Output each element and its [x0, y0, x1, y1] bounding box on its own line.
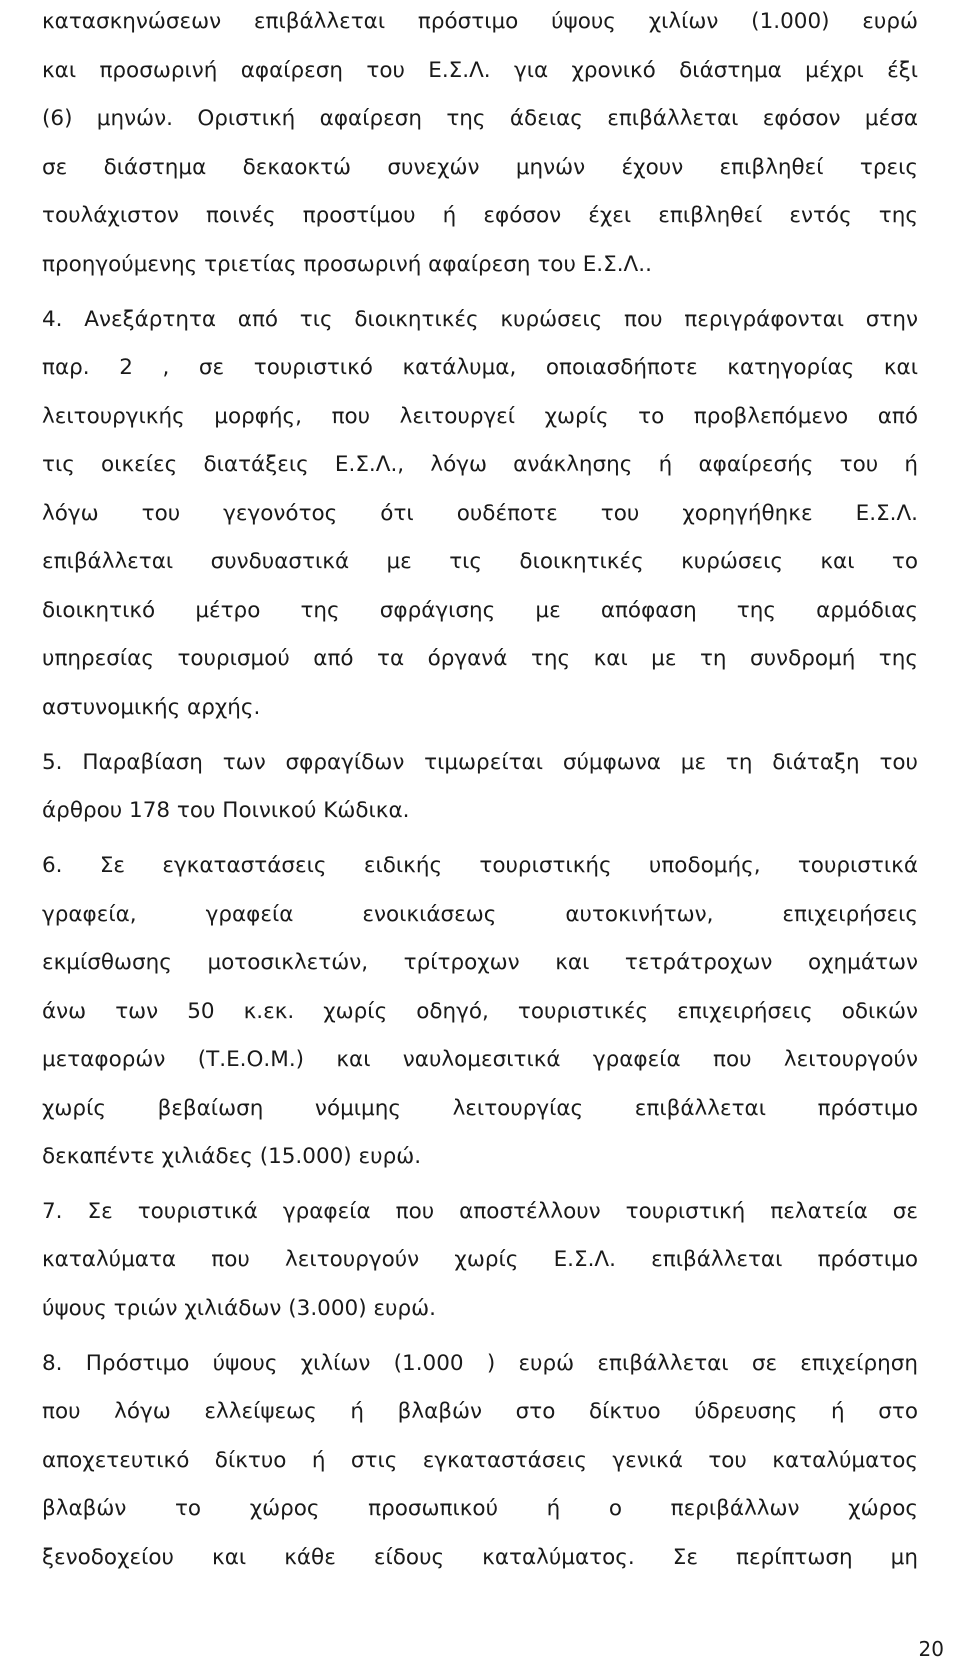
text-line: αποχετευτικό δίκτυο ή στις εγκαταστάσεις γενικά του καταλύματος [42, 1448, 918, 1473]
text-line: επιβάλλεται συνδυαστικά με τις διοικητικές κυρώσεις και το [42, 549, 918, 574]
paragraph-5-line: 5. Παραβίαση των σφραγίδων τιμωρείται σύμφωνα με τη διάταξη του [42, 750, 918, 775]
text-line: καταλύματα που λειτουργούν χωρίς Ε.Σ.Λ. επιβάλλεται πρόστιμο [42, 1247, 918, 1272]
text-line: τις οικείες διατάξεις Ε.Σ.Λ., λόγω ανάκλησης ή αφαίρεσής του ή [42, 452, 918, 477]
paragraph-4-line: 4. Ανεξάρτητα από τις διοικητικές κυρώσεις που περιγράφονται στην [42, 307, 918, 332]
text-line: σε διάστημα δεκαοκτώ συνεχών μηνών έχουν επιβληθεί τρεις [42, 155, 918, 180]
text-line: αστυνομικής αρχής. [42, 695, 261, 720]
paragraph-6-line: 6. Σε εγκαταστάσεις ειδικής τουριστικής υποδομής, τουριστικά [42, 853, 918, 878]
text-line: που λόγω ελλείψεως ή βλαβών στο δίκτυο ύδρευσης ή στο [42, 1399, 918, 1424]
text-line: προηγούμενης τριετίας προσωρινή αφαίρεση του Ε.Σ.Λ.. [42, 252, 652, 277]
text-line: χωρίς βεβαίωση νόμιμης λειτουργίας επιβάλλεται πρόστιμο [42, 1096, 918, 1121]
paragraph-7-line: 7. Σε τουριστικά γραφεία που αποστέλλουν τουριστική πελατεία σε [42, 1199, 918, 1224]
text-line: υπηρεσίας τουρισμού από τα όργανά της και με τη συνδρομή της [42, 646, 918, 671]
text-line: άνω των 50 κ.εκ. χωρίς οδηγό, τουριστικές επιχειρήσεις οδικών [42, 999, 918, 1024]
text-line: γραφεία, γραφεία ενοικιάσεως αυτοκινήτων, επιχειρήσεις [42, 902, 918, 927]
text-line: (6) μηνών. Οριστική αφαίρεση της άδειας επιβάλλεται εφόσον μέσα [42, 106, 918, 131]
text-line: κατασκηνώσεων επιβάλλεται πρόστιμο ύψους χιλίων (1.000) ευρώ [42, 9, 918, 34]
paragraph-8-line: 8. Πρόστιμο ύψους χιλίων (1.000 ) ευρώ επιβάλλεται σε επιχείρηση [42, 1351, 918, 1376]
text-line: ύψους τριών χιλιάδων (3.000) ευρώ. [42, 1296, 436, 1321]
text-line: βλαβών το χώρος προσωπικού ή ο περιβάλλων χώρος [42, 1496, 918, 1521]
text-line: λειτουργικής μορφής, που λειτουργεί χωρίς το προβλεπόμενο από [42, 404, 918, 429]
text-line: διοικητικό μέτρο της σφράγισης με απόφαση της αρμόδιας [42, 598, 918, 623]
text-line: δεκαπέντε χιλιάδες (15.000) ευρώ. [42, 1144, 422, 1169]
text-line: και προσωρινή αφαίρεση του Ε.Σ.Λ. για χρονικό διάστημα μέχρι έξι [42, 58, 918, 83]
text-line: εκμίσθωσης μοτοσικλετών, τρίτροχων και τετράτροχων οχημάτων [42, 950, 918, 975]
text-line: λόγω του γεγονότος ότι ουδέποτε του χορηγήθηκε Ε.Σ.Λ. [42, 501, 918, 526]
page-number: 20 [918, 1637, 944, 1661]
text-line: ξενοδοχείου και κάθε είδους καταλύματος. Σε περίπτωση μη [42, 1545, 918, 1570]
text-line: τουλάχιστον ποινές προστίμου ή εφόσον έχει επιβληθεί εντός της [42, 203, 918, 228]
text-line: άρθρου 178 του Ποινικού Κώδικα. [42, 798, 410, 823]
text-line: μεταφορών (Τ.Ε.Ο.Μ.) και ναυλομεσιτικά γραφεία που λειτουργούν [42, 1047, 918, 1072]
text-line: παρ. 2 , σε τουριστικό κατάλυμα, οποιασδήποτε κατηγορίας και [42, 355, 918, 380]
